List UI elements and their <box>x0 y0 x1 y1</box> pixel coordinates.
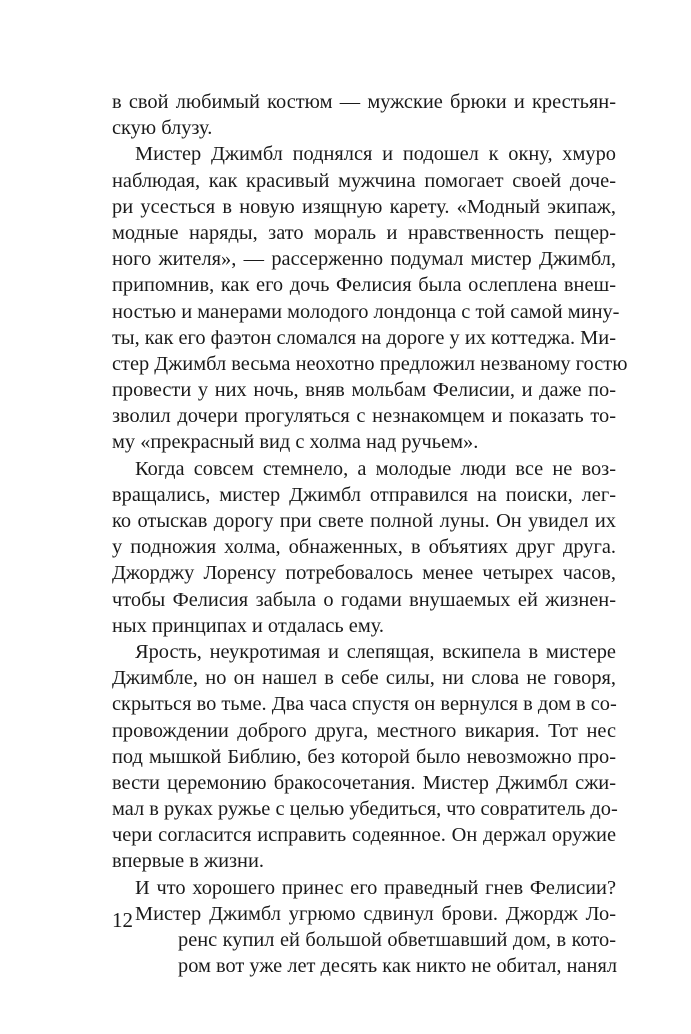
text-line: мал в руках ружье с целью убедиться, что совратитель до- <box>112 798 618 821</box>
text-line: Мистер Джимбл поднялся и подошел к окну, хмуро <box>135 143 616 166</box>
text-line: чери согласится исправить содеянное. Он держал оружие <box>112 824 616 847</box>
text-line: наблюдая, как красивый мужчина помогает своей доче- <box>112 169 616 192</box>
text-line: ного жителя», — рассерженно подумал мистер Джимбл, <box>112 248 616 271</box>
text-line: ных принципах и отдалась ему. <box>112 614 384 637</box>
text-line: зволил дочери прогуляться с незнакомцем и показать то- <box>112 405 616 428</box>
text-line: стер Джимбл весьма неохотно предложил незваному гостю <box>112 352 628 375</box>
text-line: му «прекрасный вид с холма над ручьем». <box>112 431 479 454</box>
text-line: провести у них ночь, вняв мольбам Фелисии, и даже по- <box>112 379 616 402</box>
text-line: И что хорошего принес его праведный гнев Фелисии? <box>135 876 616 899</box>
text-line: под мышкой Библию, без которой было невозможно про- <box>112 745 616 768</box>
text-line: ко отыскав дорогу при свете полной луны. Он увидел их <box>112 510 616 532</box>
text-line: вести церемонию бракосочетания. Мистер Джимбл сжи- <box>112 771 616 794</box>
text-line: впервые в жизни. <box>112 850 264 873</box>
text-line: ром вот уже лет десять как никто не обитал, нанял <box>178 955 618 978</box>
text-line: ри усесться в новую изящную карету. «Модный экипаж, <box>112 195 616 218</box>
text-line: ренс купил ей большой обветшавший дом, в кото- <box>178 929 616 951</box>
text-line: скрыться во тьме. Два часа спустя он вернулся в дом в со- <box>112 693 617 716</box>
text-line: Джимбле, но он нашел в себе силы, ни слова не говоря, <box>112 667 616 690</box>
text-line: ностью и манерами молодого лондонца с той самой мину- <box>112 300 620 323</box>
page-number: 12 <box>112 908 133 932</box>
text-line: модные наряды, зато мораль и нравственность пещер- <box>112 221 616 244</box>
text-line: Когда совсем стемнело, а молодые люди все не воз- <box>135 457 616 480</box>
text-line: Ярость, неукротимая и слепящая, вскипела в мистере <box>135 640 616 663</box>
text-line: в свой любимый костюм — мужские брюки и крестьян- <box>112 91 616 113</box>
text-line: скую блузу. <box>112 117 213 140</box>
text-line: Мистер Джимбл угрюмо сдвинул брови. Джордж Ло- <box>135 902 616 925</box>
page-body-text <box>112 89 628 979</box>
text-line: ты, как его фаэтон сломался на дороге у их коттеджа. Ми- <box>112 326 616 349</box>
text-line: припомнив, как его дочь Фелисия была ослеплена внеш- <box>112 274 616 297</box>
text-line: чтобы Фелисия забыла о годами внушаемых ей жизнен- <box>112 588 616 611</box>
text-line: вращались, мистер Джимбл отправился на поиски, лег- <box>112 483 616 506</box>
text-line: Джорджу Лоренсу потребовалось менее четырех часов, <box>112 562 616 585</box>
text-line: у подножия холма, обнаженных, в объятиях друг друга. <box>112 536 616 559</box>
text-line: провождении доброго друга, местного викария. Тот нес <box>112 719 616 742</box>
